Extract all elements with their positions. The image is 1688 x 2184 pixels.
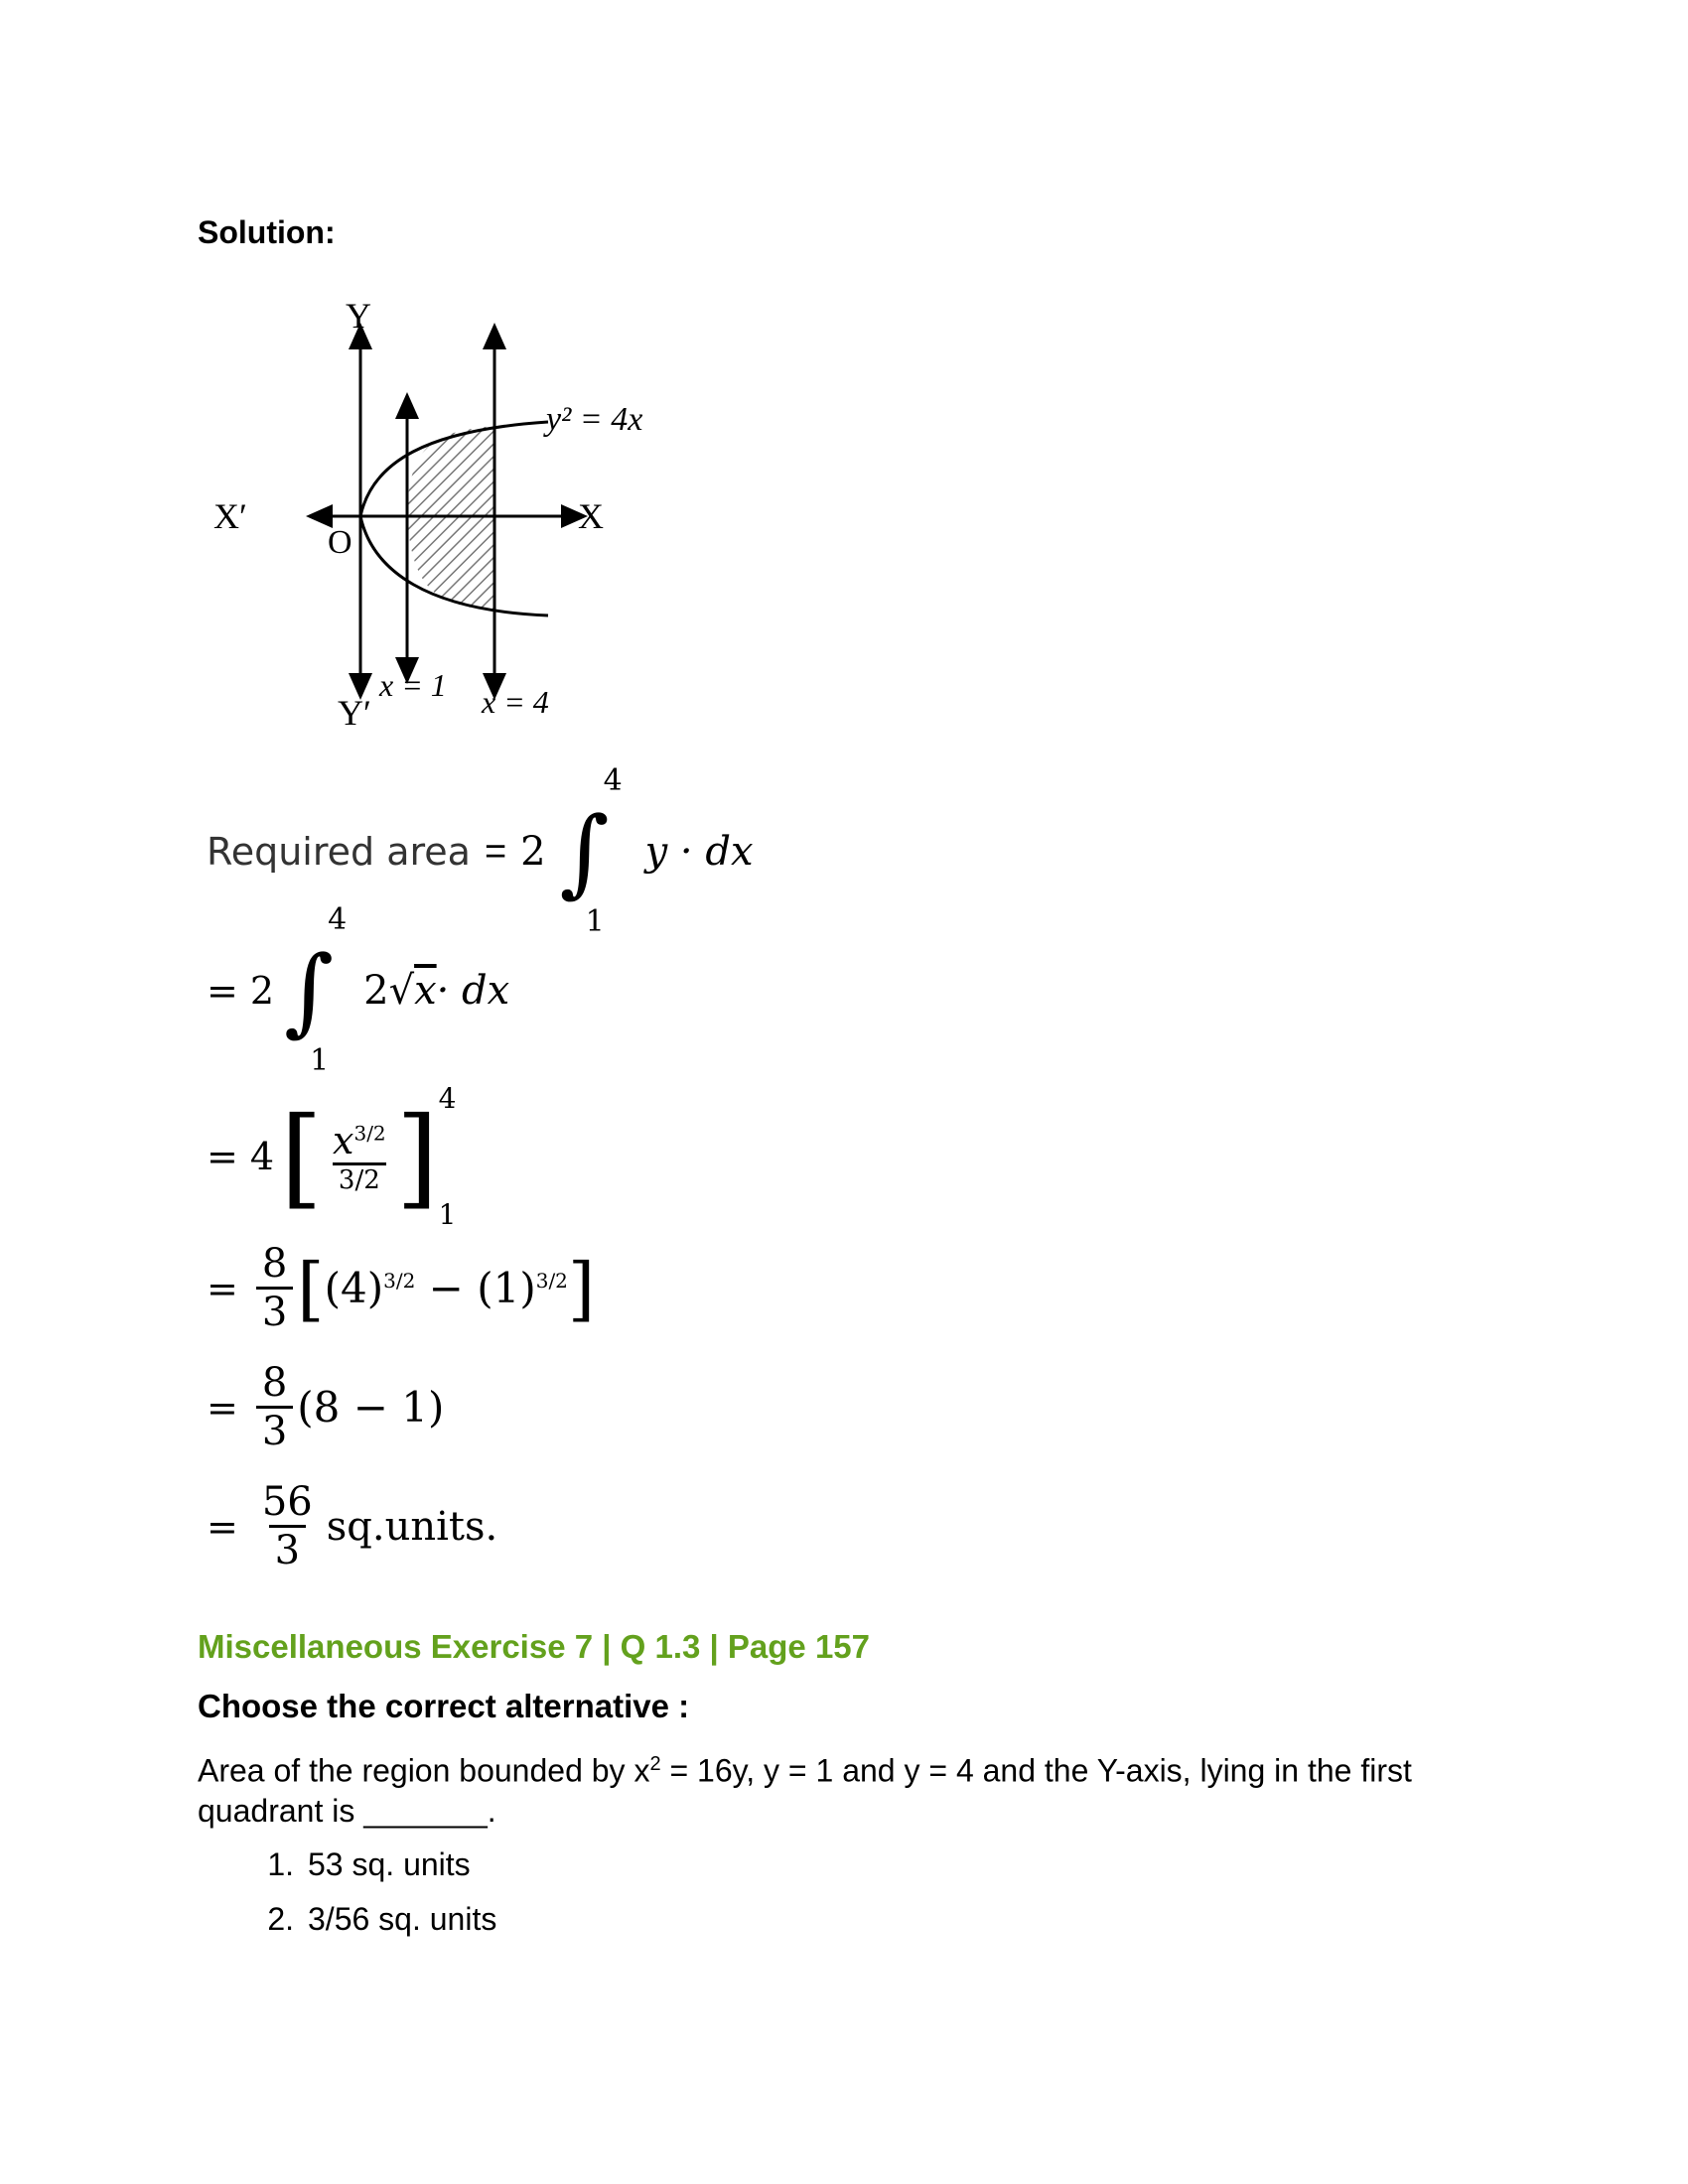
exercise-heading: Miscellaneous Exercise 7 | Q 1.3 | Page 157 xyxy=(198,1628,871,1665)
option-item: 2. 3/56 sq. units xyxy=(267,1901,497,1937)
solution-heading: Solution: xyxy=(198,214,336,250)
label-x: X xyxy=(578,496,604,536)
equation-step-4: = $\frac{8}{3}$ [ $(4)^{3/2} - (1)^{3/2}$ ] xyxy=(207,1241,596,1335)
label-curve: y² = 4x xyxy=(546,401,643,438)
label-x-neg: X′ xyxy=(213,496,247,536)
equation-step-5: = $\frac{8}{3}$ (8 − 1) xyxy=(207,1360,445,1454)
question-instruction: Choose the correct alternative : xyxy=(198,1688,690,1724)
equation-step-3: = 4 [ $\frac{x^{3/2}}{3/2}$ ] 4 1 xyxy=(207,1082,457,1231)
shaded-region xyxy=(407,426,494,611)
label-y: Y xyxy=(346,296,371,336)
label-y-neg: Y′ xyxy=(338,693,371,733)
required-area-label: Required area xyxy=(207,830,471,874)
parabola-graph xyxy=(199,283,715,750)
integral-sign: ∫ 4 1 xyxy=(559,763,623,939)
equation-step-2: = 2 ∫ 4 1 2 √x · dx xyxy=(207,902,510,1078)
question-text: Area of the region bounded by $x^2 = 16y$, y = 1 and y = 4 and the Y-axis, lying in the first quadrant is _______. xyxy=(198,1752,1412,1829)
equation-step-6: = $\frac{56}{3}$ sq.units. xyxy=(207,1479,498,1573)
label-line-x4: x = 4 xyxy=(482,684,549,720)
answer-options xyxy=(246,1846,496,1956)
label-line-x1: x = 1 xyxy=(379,667,447,703)
option-item: 1. 53 sq. units xyxy=(267,1846,471,1882)
label-origin: O xyxy=(328,524,352,561)
equation-step-1: Required area = 2 ∫ 4 1 y · dx xyxy=(207,763,754,939)
integral-sign: ∫ 4 1 xyxy=(284,902,348,1078)
